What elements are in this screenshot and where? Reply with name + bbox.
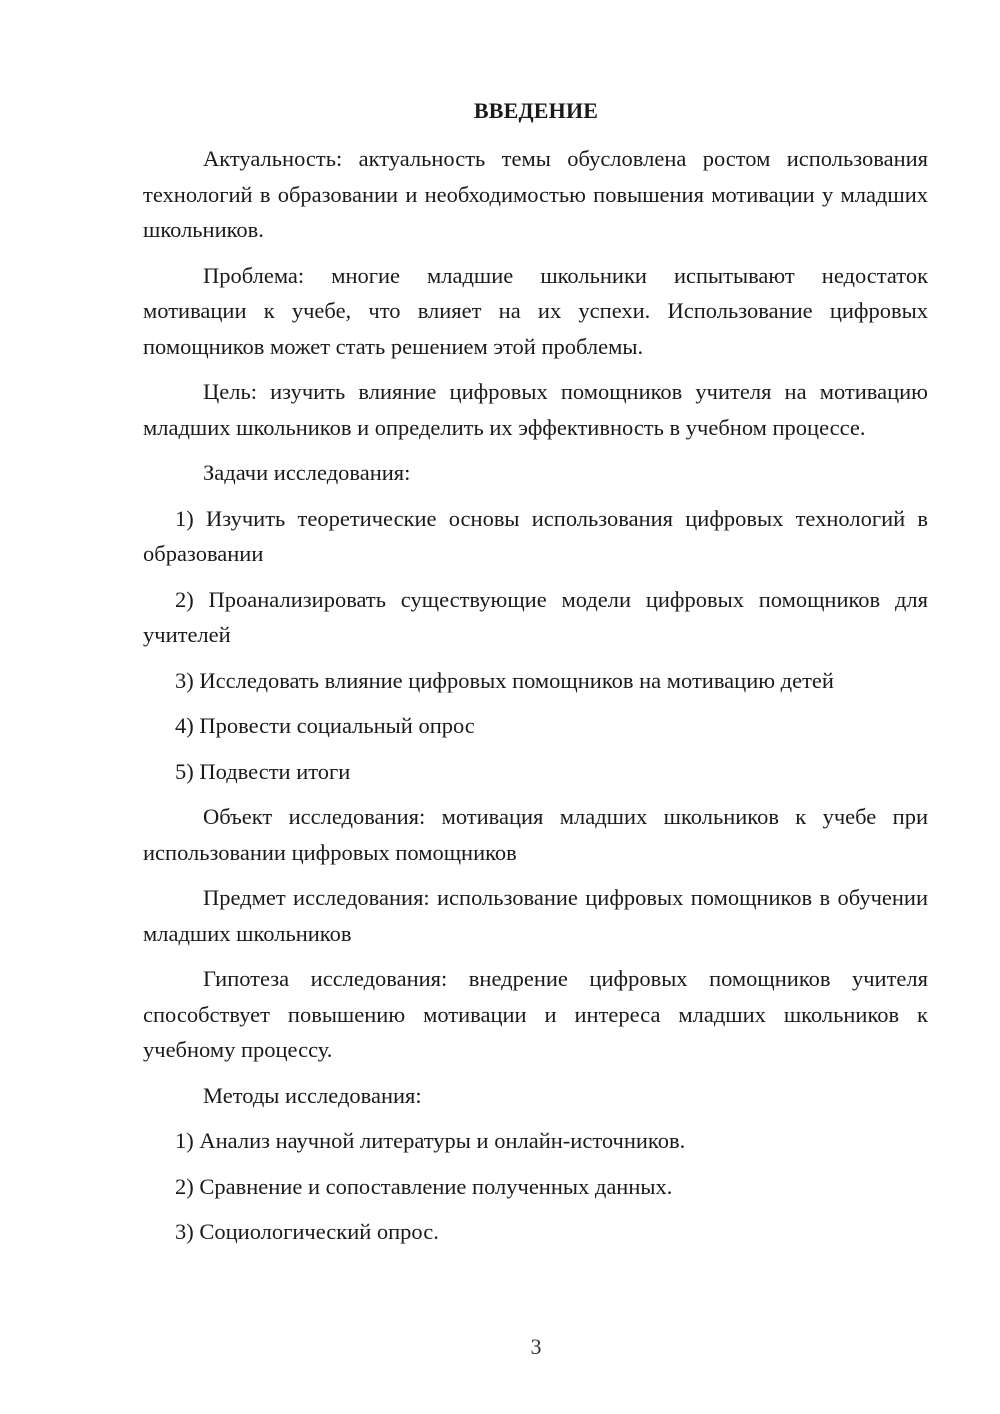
methods-heading: Методы исследования:: [203, 1082, 422, 1108]
list-item: 4) Провести социальный опрос: [175, 713, 475, 738]
problem-paragraph: Проблема: многие младшие школьники испытывают недостаток мотивации к учебе, что влияет на их успехи. Использование цифровых помощников может стать решением этой проблемы.: [143, 262, 928, 359]
list-item: 2) Проанализировать существующие модели цифровых помощников для учителей: [143, 586, 928, 647]
list-item: 3) Социологический опрос.: [175, 1219, 439, 1244]
document-body: [143, 141, 928, 1260]
hypothesis-paragraph: Гипотеза исследования: внедрение цифровых помощников учителя способствует повышению мотивации и интереса младших школьников к учебному процессу.: [143, 966, 928, 1062]
list-item: 2) Сравнение и сопоставление полученных данных.: [175, 1173, 673, 1199]
list-item: 1) Изучить теоретические основы использования цифровых технологий в образовании: [143, 505, 928, 566]
methods-list: [143, 1123, 928, 1250]
page-title: ВВЕДЕНИЕ: [473, 98, 599, 123]
list-item: 3) Исследовать влияние цифровых помощников на мотивацию детей: [175, 667, 834, 693]
tasks-list: [143, 501, 928, 790]
tasks-heading: Задачи исследования:: [203, 460, 411, 485]
list-item: 1) Анализ научной литературы и онлайн-источников.: [175, 1128, 686, 1153]
list-item: 5) Подвести итоги: [175, 758, 351, 784]
relevance-paragraph: Актуальность: актуальность темы обусловлена ростом использования технологий в образовании и необходимостью повышения мотивации у младших школьников.: [143, 146, 928, 242]
object-paragraph: Объект исследования: мотивация младших школьников к учебе при использовании цифровых помощников: [143, 804, 928, 865]
page-number: 3: [530, 1334, 542, 1359]
subject-paragraph: Предмет исследования: использование цифровых помощников в обучении младших школьников: [143, 885, 928, 946]
goal-paragraph: Цель: изучить влияние цифровых помощников учителя на мотивацию младших школьников и определить их эффективность в учебном процессе.: [143, 379, 928, 440]
